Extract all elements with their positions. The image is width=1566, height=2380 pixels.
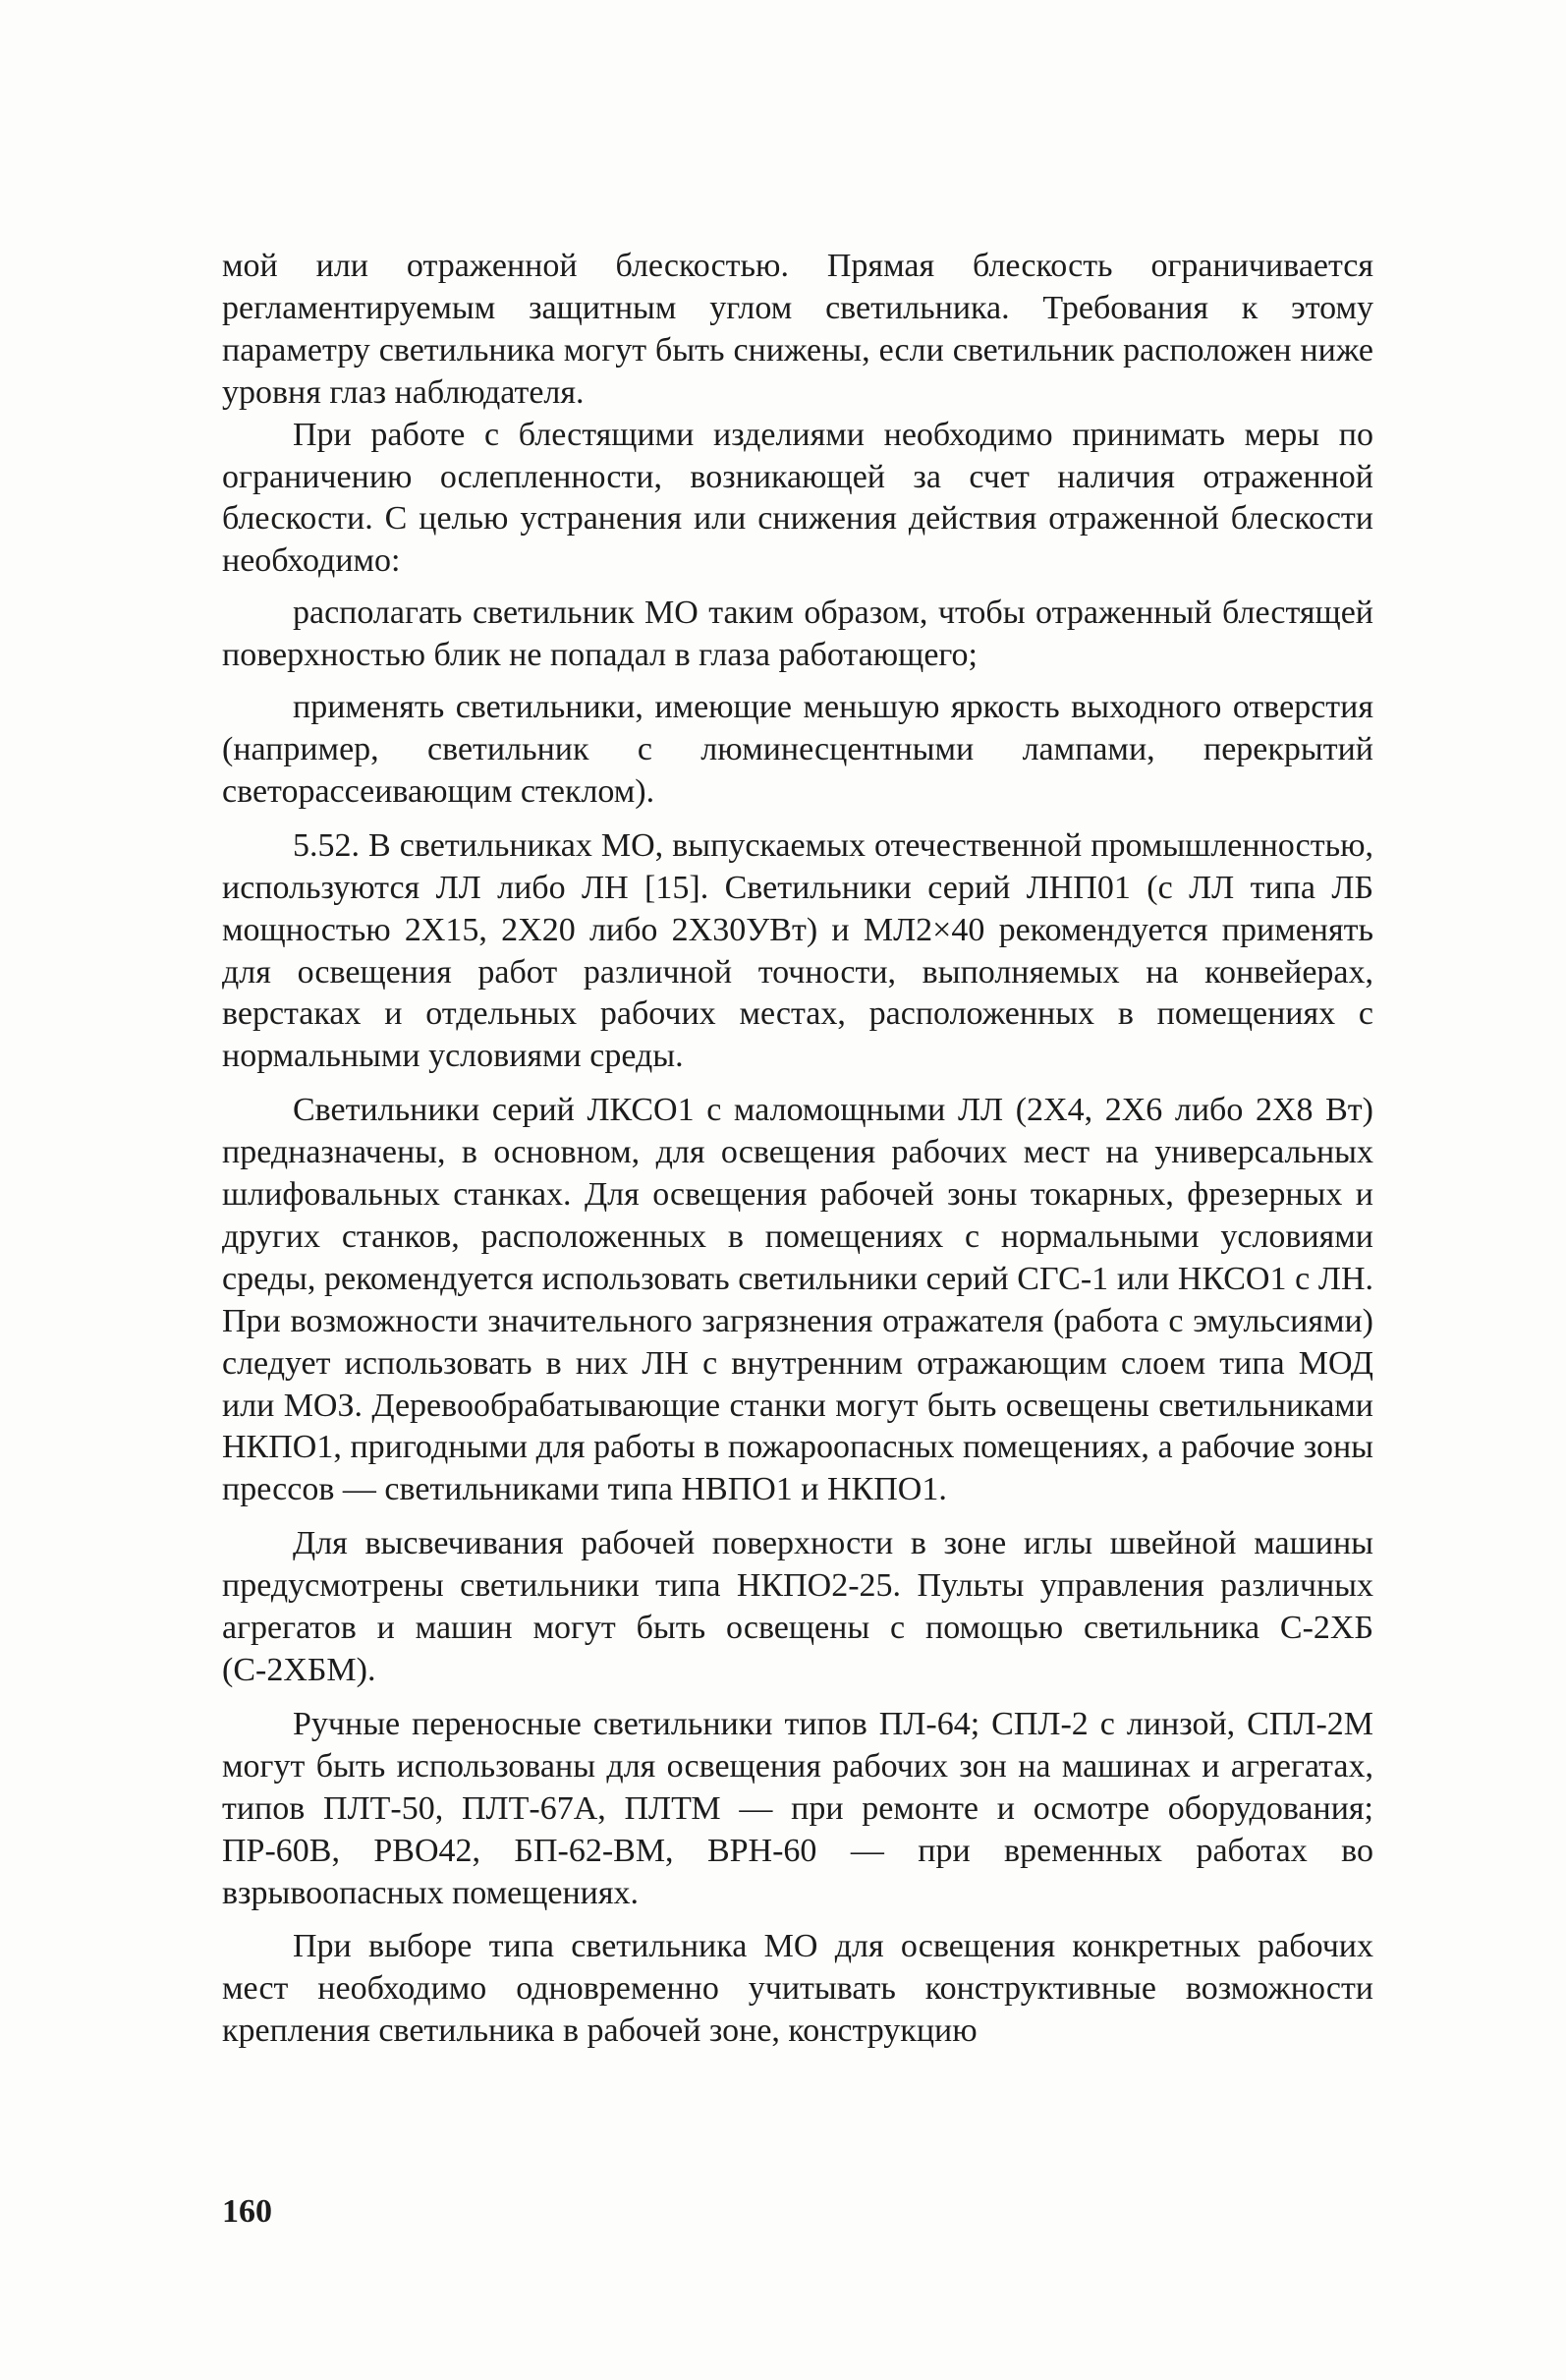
paragraph-3: располагать светильник МО таким образом, чтобы отраженный блестящей поверхностью блик не попадал в глаза работающего; [222, 595, 1373, 674]
body-text [222, 246, 1373, 2053]
paragraph-9: При выборе типа светильника МО для освещения конкретных рабочих мест необходимо одновременно учитывать конструктивные возможности крепления светильника в рабочей зоне, конструкцию [222, 1928, 1373, 2050]
page-number: 160 [222, 2193, 272, 2230]
paragraph-7: Для высвечивания рабочей поверхности в зоне иглы швейной машины предусмотрены светильники типа НКПО2-25. Пульты управления различных агрегатов и машин могут быть освещены с помощью светильника С-2ХБ (С-2ХБМ). [222, 1525, 1373, 1688]
paragraph-1: мой или отраженной блескостью. Прямая блескость ограничивается регламентируемым защитным углом светильника. Требования к этому параметру светильника могут быть снижены, если светильник расположен ниже уровня глаз наблюдателя. [222, 248, 1373, 411]
paragraph-6: Светильники серий ЛКСО1 с маломощными ЛЛ (2Х4, 2Х6 либо 2Х8 Вт) предназначены, в основном, для освещения рабочих мест на универсальных шлифовальных станках. Для освещения рабочей зоны токарных, фрезерных и других станков, расположенных в помещениях с нормальными условиями среды, рекомендуется использовать светильники серий СГС-1 или НКСО1 с ЛН. При возможности значительного загрязнения отражателя (работа с эмульсиями) следует использовать в них ЛН с внутренним отражающим слоем типа МОД или МОЗ. Деревообрабатывающие станки могут быть освещены светильниками НКПО1, пригодными для работы в пожароопасных помещениях, а рабочие зоны прессов — светильниками типа НВПО1 и НКПО1. [222, 1092, 1373, 1508]
paragraph-4: применять светильники, имеющие меньшую яркость выходного отверстия (например, светильник с люминесцентными лампами, перекрытий светорассеивающим стеклом). [222, 689, 1373, 810]
paragraph-8: Ручные переносные светильники типов ПЛ-64; СПЛ-2 с линзой, СПЛ-2М могут быть использованы для освещения рабочих зон на машинах и агрегатах, типов ПЛТ-50, ПЛТ-67А, ПЛТМ — при ремонте и осмотре оборудования; ПР-60В, РВО42, БП-62-ВМ, ВРН-60 — при временных работах во взрывоопасных помещениях. [222, 1705, 1373, 1911]
paragraph-2: При работе с блестящими изделиями необходимо принимать меры по ограничению ослепленности, возникающей за счет наличия отраженной блескости. С целью устранения или снижения действия отраженной блескости необходимо: [222, 416, 1373, 580]
paragraph-5: 5.52. В светильниках МО, выпускаемых отечественной промышленностью, используются ЛЛ либо ЛН [15]. Светильники серий ЛНП01 (с ЛЛ типа ЛБ мощностью 2Х15, 2Х20 либо 2Х30УВт) и МЛ2×40 рекомендуется применять для освещения работ различной точности, выполняемых на конвейерах, верстаках и отдельных рабочих местах, расположенных в помещениях с нормальными условиями среды. [222, 826, 1373, 1075]
